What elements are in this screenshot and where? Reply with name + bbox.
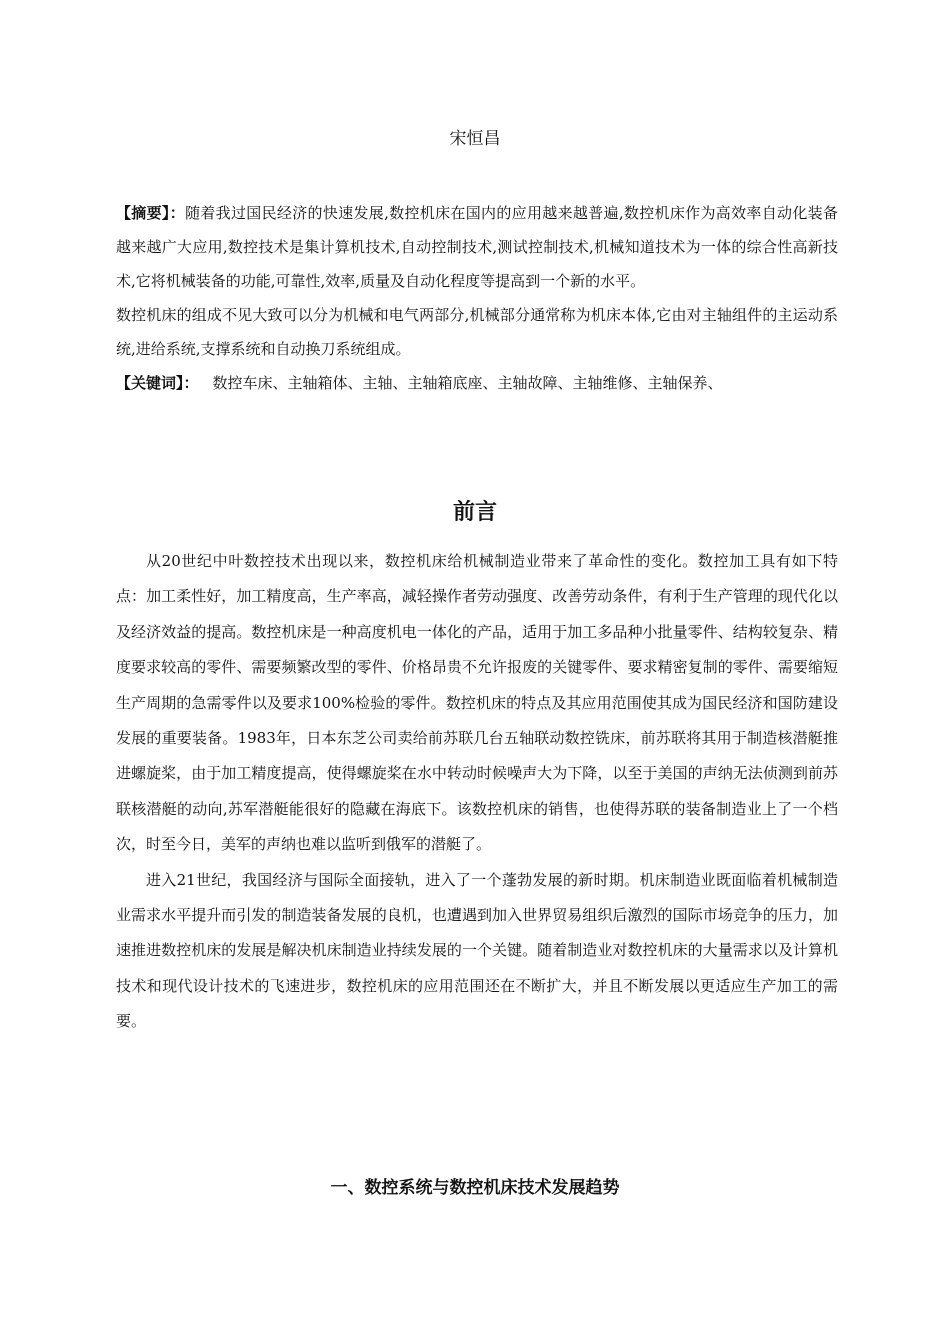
keywords-line [116,366,838,400]
preface-paragraph-2: 进入21世纪，我国经济与国际全面接轨，进入了一个蓬勃发展的新时期。机床制造业既面临着机械制造业需求水平提升而引发的制造装备发展的良机，也遭遇到加入世界贸易组织后激烈的国际市场竞争的压力，加速推进数控机床的发展是解决机床制造业持续发展的一个关键。随着制造业对数控机床的大量需求以及计算机技术和现代设计技术的飞速进步，数控机床的应用范围还在不断扩大，并且不断发展以更适应生产加工的需要。 [116,870,838,1031]
preface-paragraph-1: 从20世纪中叶数控技术出现以来，数控机床给机械制造业带来了革命性的变化。数控加工具有如下特点：加工柔性好，加工精度高，生产率高，减轻操作者劳动强度、改善劳动条件，有利于生产管理的现代化以及经济效益的提高。数控机床是一种高度机电一体化的产品，适用于加工多品种小批量零件、结构较复杂、精度要求较高的零件、需要频繁改型的零件、价格昂贵不允许报废的关键零件、要求精密复制的零件、需要缩短生产周期的急需零件以及要求100%检验的零件。数控机床的特点及其应用范围使其成为国民经济和国防建设发展的重要装备。1983年，日本东芝公司卖给前苏联几台五轴联动数控铣床，前苏联将其用于制造核潜艇推进螺旋桨，由于加工精度提高，使得螺旋桨在水中转动时候噪声大为下降，以至于美国的声纳无法侦测到前苏联核潜艇的动向,苏军潜艇能很好的隐藏在海底下。该数控机床的销售，也使得苏联的装备制造业上了一个档次，时至今日，美军的声纳也难以监听到俄军的潜艇了。 [116,552,838,854]
abstract-paragraph-2: 数控机床的组成不见大致可以分为机械和电气两部分,机械部分通常称为机床本体,它由对主轴组件的主运动系统,进给系统,支撑系统和自动换刀系统组成。 [116,306,838,358]
abstract-paragraph [116,196,838,298]
abstract-label: 【摘要】： [116,204,186,222]
abstract-text: 随着我过国民经济的快速发展,数控机床在国内的应用越来越普遍,数控机床作为高效率自动化装备越来越广大应用,数控技术是集计算机技术,自动控制技术,测试控制技术,机械知道技术为一体的综合性高新技术,它将机械装备的功能,可靠性,效率,质量及自动化程度等提高到一个新的水平。 [116,204,838,290]
preface-body [116,544,838,1040]
keywords-text: 数控车床、主轴箱体、主轴、主轴箱底座、主轴故障、主轴维修、主轴保养、 [212,374,723,392]
section-heading: 一、数控系统与数控机床技术发展趋势 [330,1178,620,1198]
preface-title: 前言 [452,500,497,525]
abstract-section [116,196,838,400]
author-name: 宋恒昌 [449,129,501,149]
keywords-label: 【关键词】： [116,374,199,392]
